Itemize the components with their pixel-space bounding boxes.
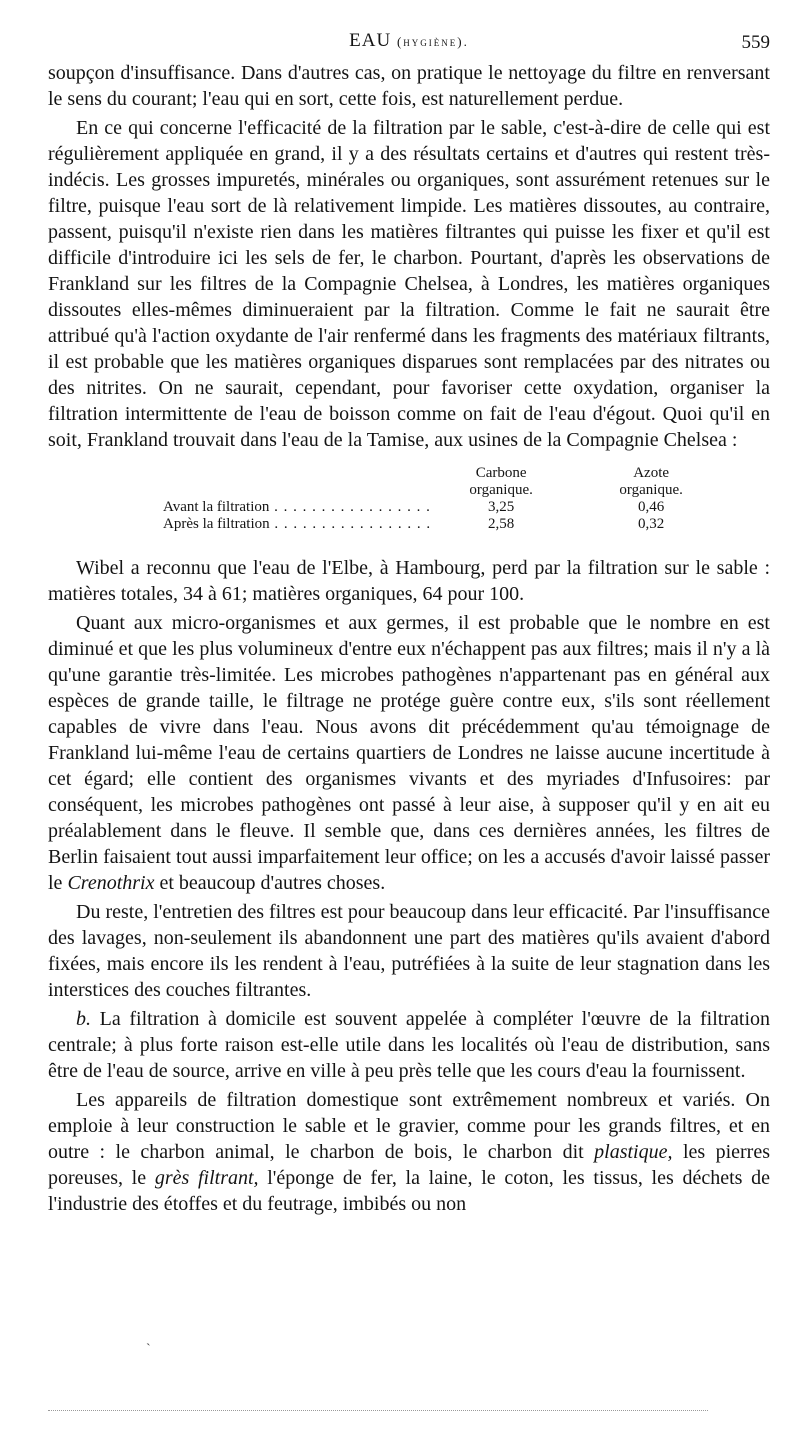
paragraph-4: Quant aux micro-organismes et aux germes, il est probable que le nombre en est diminué et que les plus volumineux d'entre eux n'échappent pas aux filtres; mais il n'y a là qu'une garantie très-limitée. Les microbes pathogènes n'appartenant pas en général aux espèces de grande taille, le filtrage ne protége guère contre eux, s'ils sont réellement capables de vivre dans l'eau. Nous avons dit précédemment qu'au témoignage de Frankland lui-même l'eau de certains quartiers de Londres ne laisse aucune incertitude à cet égard; elle contient des organismes vivants et des myriades d'Infusoires: par conséquent, les microbes pathogènes ont passé à leur aise, à supposer qu'il y en ait eu préalablement dans le fleuve. Il semble que, dans ces dernières années, les filtres de Berlin faisaient tout aussi imparfaitement leur office; on les a accusés d'avoir laissé passer le Crenothrix et beaucoup d'autres choses.	[48, 612, 770, 894]
paragraph-3: Wibel a reconnu que l'eau de l'Elbe, à Hambourg, perd par la filtration sur le sable : matières totales, 34 à 61; matières organiques, 64 pour 100.	[48, 557, 770, 605]
paragraph-2: En ce qui concerne l'efficacité de la filtration par le sable, c'est-à-dire de celle qui est régulièrement appliquée en grand, il y a des résultats certains et d'autres qui restent très-indécis. Les grosses impuretés, minérales ou organiques, sont assurément retenues sur le filtre, puisque l'eau sort de là relativement limpide. Les matières dissoutes, au contraire, passent, puisqu'il n'existe rien dans les matières filtrantes qui puisse les fixer et qu'il est difficile d'introduire ici les sels de fer, le charbon. Pourtant, d'après les observations de Frankland sur les filtres de la Compagnie Chelsea, à Londres, les matières organiques dissoutes elles-mêmes diminueraient par la filtration. Comme le fait ne saurait être attribué qu'à l'action oxydante de l'air renfermé dans les fragments des matériaux filtrants, il est probable que les matières organiques disparues sont remplacées par des nitrates ou des nitrites. On ne saurait, cependant, pour favoriser cette oxydation, organiser la filtration intermittente de l'eau de boisson comme on fait de l'eau d'égout. Quoi qu'il en soit, Frankland trouvait dans l'eau de la Tamise, aux usines de la Compagnie Chelsea :	[48, 117, 770, 451]
running-title	[48, 30, 770, 52]
col-azote-header: Azote organique.	[619, 465, 683, 498]
cell-carbone: 3,25	[488, 499, 515, 515]
running-head	[48, 30, 770, 56]
paragraph-6: b. La filtration à domicile est souvent appelée à compléter l'œuvre de la filtration centrale; à plus forte raison est-elle utile dans les localités où l'eau de distribution, sans être de l'eau de source, arrive en ville à peu près telle que les cours d'eau la fournissent.	[48, 1008, 770, 1082]
running-title-main: EAU	[349, 30, 392, 51]
paragraph-7: Les appareils de filtration domestique sont extrêmement nombreux et variés. On emploie à leur construction le sable et le gravier, comme pour les grands filtres, et en outre : le charbon animal, le charbon de bois, le charbon dit plastique, les pierres poreuses, le grès filtrant, l'éponge de fer, la laine, le coton, les tissus, les déchets de l'industrie des étoffes et du feutrage, imbibés ou non	[48, 1089, 771, 1215]
italic-term: plastique,	[594, 1141, 673, 1163]
table-header-row	[163, 465, 731, 499]
scan-artifact-line	[48, 1410, 708, 1411]
stray-mark: ˋ	[146, 1342, 151, 1357]
table-row	[163, 516, 731, 533]
row-label: Après la filtration	[163, 516, 270, 532]
leader-dots	[270, 516, 432, 532]
paragraph-1: soupçon d'insuffisance. Dans d'autres cas, on pratique le nettoyage du filtre en renversant le sens du courant; l'eau qui en sort, cette fois, est naturellement perdue.	[48, 62, 770, 110]
cell-azote: 0,32	[638, 516, 665, 532]
body-text	[48, 60, 770, 1217]
cell-azote: 0,46	[638, 499, 665, 515]
table-row	[163, 499, 731, 516]
running-title-subtitle: (hygiène).	[396, 34, 469, 49]
italic-term: Crenothrix	[67, 872, 155, 894]
row-label: Avant la filtration	[163, 499, 270, 515]
section-label: b.	[76, 1008, 91, 1030]
filtration-table	[163, 465, 731, 533]
cell-carbone: 2,58	[488, 516, 515, 532]
leader-dots	[269, 499, 431, 515]
italic-term: grès filtrant,	[154, 1167, 259, 1189]
paragraph-5: Du reste, l'entretien des filtres est pour beaucoup dans leur efficacité. Par l'insuffisance des lavages, non-seulement ils abandonnent une part des matières qu'ils avaient d'abord fixées, mais encore ils les rendent à l'eau, putréfiées à la suite de leur stagnation dans les interstices des couches filtrantes.	[48, 901, 770, 1001]
col-carbone-header: Carbone organique.	[469, 465, 533, 498]
page-number: 559	[741, 32, 770, 53]
